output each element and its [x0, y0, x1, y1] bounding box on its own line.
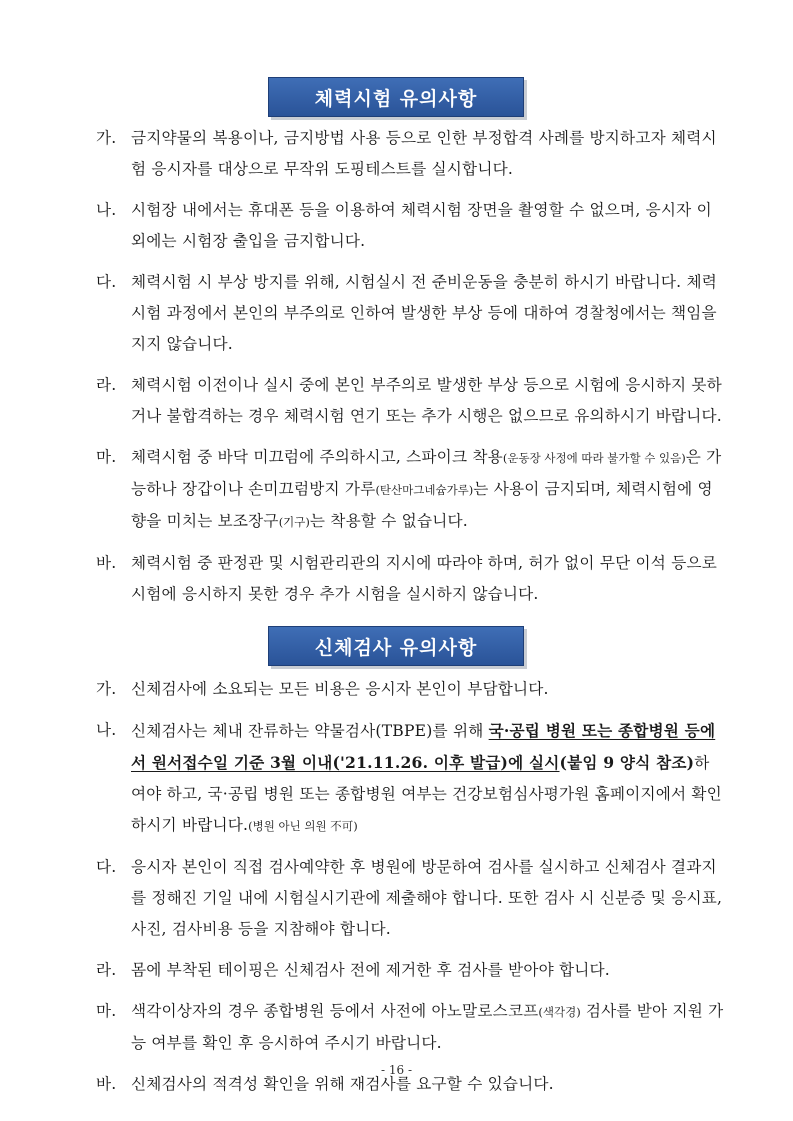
list-item [96, 123, 724, 185]
list-marker: 가. [96, 129, 117, 147]
list-marker: 라. [96, 961, 117, 979]
list-marker: 다. [96, 858, 117, 876]
list-item-text: 는 사용이 금지되며, 체력시험에 영향을 미치는 보조장구 [131, 480, 713, 530]
section-title-physical-exam: 신체검사 유의사항 [268, 626, 524, 666]
list-item-note: (색각경) [538, 1005, 581, 1019]
list-item-text: 체력시험 시 부상 방지를 위해, 시험실시 전 준비운동을 충분히 하시기 바랍니다. 체력시험 과정에서 본인의 부주의로 인하여 발생한 부상 등에 대하여 경찰청에서는 책임을 지지 않습니다. [131, 273, 718, 353]
list-item-text: 몸에 부착된 테이핑은 신체검사 전에 제거한 후 검사를 받아야 합니다. [131, 961, 610, 979]
list-item [96, 267, 724, 360]
list-item [96, 996, 724, 1059]
list-item-text: 색각이상자의 경우 종합병원 등에서 사전에 아노말로스코프 [131, 1002, 539, 1020]
list-item-text: 시험장 내에서는 휴대폰 등을 이용하여 체력시험 장면을 촬영할 수 없으며, 응시자 이외에는 시험장 출입을 금지합니다. [131, 201, 712, 250]
list-marker: 바. [96, 554, 117, 572]
list-item-text: 신체검사에 소요되는 모든 비용은 응시자 본인이 부담합니다. [131, 680, 549, 698]
list-marker: 다. [96, 273, 117, 291]
list-item-text: 는 착용할 수 없습니다. [309, 512, 468, 530]
list-item [96, 852, 724, 945]
list-item-text: 하여야 하고, 국·공립 병원 또는 종합병원 여부는 건강보험심사평가원 홈페이지에서 확인하시기 바랍니다. [131, 754, 722, 834]
section-title-fitness-test: 체력시험 유의사항 [268, 77, 524, 117]
list-item [96, 548, 724, 610]
list-item [96, 674, 724, 705]
list-marker: 라. [96, 376, 117, 394]
fitness-test-notice-list [96, 123, 724, 610]
list-marker: 마. [96, 1002, 117, 1020]
list-item-note: (탄산마그네슘가루) [375, 483, 474, 497]
list-item-text: 응시자 본인이 직접 검사예약한 후 병원에 방문하여 검사를 실시하고 신체검사 결과지를 정해진 기일 내에 시험실시기관에 제출해야 합니다. 또한 검사 시 신분증 및 응시표, 사진, 검사비용 등을 지참해야 합니다. [131, 858, 723, 938]
list-item-text: 은 가능하나 장갑이나 손미끄럼방지 가루 [131, 448, 722, 498]
list-marker: 나. [96, 201, 117, 219]
list-item-note: (병원 아닌 의원 不可) [248, 819, 358, 833]
emphasized-requirement: 국·공립 병원 또는 종합병원 등에서 원서접수일 기준 3월 이내('21.11.26. 이후 발급)에 실시 [131, 721, 716, 772]
list-item-text: 체력시험 중 바닥 미끄럼에 주의하시고, 스파이크 착용 [131, 448, 503, 466]
list-marker: 나. [96, 721, 117, 739]
list-item-text: 신체검사의 적격성 확인을 위해 재검사를 요구할 수 있습니다. [131, 1075, 554, 1093]
list-item-text: 체력시험 이전이나 실시 중에 본인 부주의로 발생한 부상 등으로 시험에 응시하지 못하거나 불합격하는 경우 체력시험 연기 또는 추가 시행은 없으므로 유의하시기 바랍니다. [131, 376, 722, 425]
page-number: - 16 - [380, 1063, 412, 1077]
list-marker: 바. [96, 1075, 117, 1093]
list-item [96, 370, 724, 432]
list-marker: 가. [96, 680, 117, 698]
list-item [96, 955, 724, 986]
list-item [96, 715, 724, 842]
attachment-reference: (붙임 9 양식 참조) [559, 753, 695, 772]
list-item-note: (기구) [278, 515, 310, 529]
physical-exam-notice-list [96, 674, 724, 1100]
list-item [96, 442, 724, 538]
list-item-text: 금지약물의 복용이나, 금지방법 사용 등으로 인한 부정합격 사례를 방지하고자 체력시험 응시자를 대상으로 무작위 도핑테스트를 실시합니다. [131, 129, 717, 178]
list-item-text: 체력시험 중 판정관 및 시험관리관의 지시에 따라야 하며, 허가 없이 무단 이석 등으로 시험에 응시하지 못한 경우 추가 시험을 실시하지 않습니다. [131, 554, 718, 603]
list-item-text: 검사를 받아 지원 가능 여부를 확인 후 응시하여 주시기 바랍니다. [131, 1002, 724, 1052]
list-item [96, 195, 724, 257]
list-item-note: (운동장 사정에 따라 불가할 수 있음) [502, 451, 686, 465]
list-item-text: 신체검사는 체내 잔류하는 약물검사(TBPE)를 위해 [131, 722, 489, 740]
list-marker: 마. [96, 448, 117, 466]
